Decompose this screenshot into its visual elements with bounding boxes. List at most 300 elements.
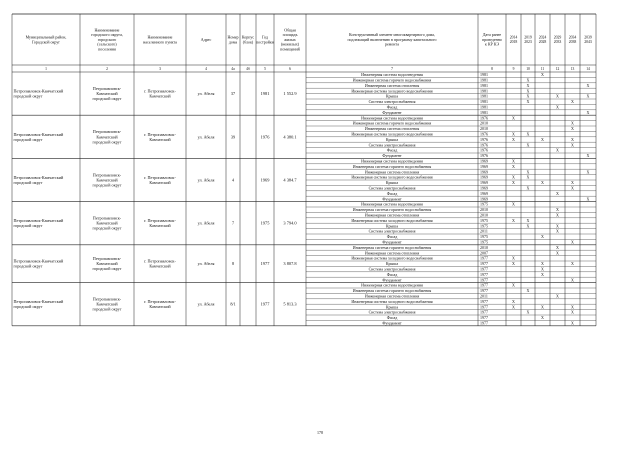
locality-name-line: г. Петропавловск- [144,88,176,94]
period-mark: X [556,244,559,250]
settlement-name-line: Камчатский [96,261,118,267]
house-number: 37 [230,91,236,97]
period-mark: X [556,207,559,213]
municipality-name-line: городской округ [13,179,43,185]
period-mark: X [541,136,544,142]
header-house-no-line: Номер [227,34,239,40]
period-mark: X [571,320,574,326]
element-name: Крыша [385,180,399,186]
header-corpus-line: (блок) [242,39,254,45]
period-mark: X [541,315,544,321]
header-area [280,27,301,51]
header-settlement-line: городского [97,36,117,42]
period-mark: X [541,271,544,277]
period-mark: X [512,298,515,304]
period-mark: X [571,277,574,283]
element-date: 1969 [480,163,488,169]
period-mark: X [556,212,559,218]
element-name: Крыша [385,136,399,142]
house-area: 4 380.1 [283,134,297,140]
element-date: 1976 [480,136,488,142]
house-number: 4 [231,177,235,183]
element-name: Инженерная система водоотведения [361,115,423,121]
municipality-name-line: Петропавловск-Камчатский [13,258,64,264]
locality-name-line: Камчатский [149,136,171,142]
element-date: 1981 [480,82,488,88]
period-mark: X [571,261,574,267]
municipality-name [14,89,65,99]
house-area: 4 384.7 [283,177,297,183]
period-mark: X [586,82,590,88]
locality-name [144,299,176,309]
element-name: Инженерная система холодного водоснабжения [351,131,433,137]
house-year: 1981 [260,91,270,97]
settlement-name-line: городской округ [92,182,122,188]
house-area: 3 807.8 [283,261,297,267]
house-address: ул. Абеля [197,220,215,226]
locality-name-line: Камчатский [149,304,171,310]
element-name: Система электроснабжения [368,309,416,315]
element-name: Система электроснабжения [368,99,416,105]
element-date: 1977 [480,320,488,326]
settlement-name [93,86,122,101]
period-mark: X [556,93,559,99]
header-period-line: 2019 [524,35,532,40]
element-name: Инженерная система горячего водоснабжения [352,77,432,83]
settlement-name-line: городской округ [92,225,122,231]
element-date: 2010 [480,120,488,126]
period-mark: X [526,88,530,94]
element-name: Фундамент [382,196,402,202]
period-mark: X [526,99,530,105]
element-date: 1977 [480,255,488,261]
period-mark: X [526,142,530,148]
house-year: 1977 [260,261,270,267]
period-mark: X [526,169,530,175]
column-number: 10 [526,66,530,71]
period-mark: X [526,174,530,180]
element-date: 2011 [480,228,488,234]
element-name: Крыша [385,304,399,310]
header-area-line: помещений [280,46,300,52]
locality-name [144,218,176,228]
period-mark: X [541,234,544,240]
header-period [554,36,562,45]
element-date: 2007 [480,250,488,256]
municipality-name [14,132,65,142]
element-name: Фасад [386,190,398,196]
header-settlement-line: Наименование [94,27,120,33]
element-name: Инженерная система отопления [364,82,420,88]
element-date: 1977 [480,309,488,315]
element-date: 1975 [480,239,488,245]
element-date: 1981 [480,99,488,105]
period-mark: X [512,131,515,137]
locality-name [144,89,176,99]
column-number: 13 [570,66,575,71]
header-element-line: подлежащий включению в программу капитального [347,36,437,42]
house-address: ул. Абеля [197,91,215,97]
period-mark: X [556,250,559,256]
municipality-name [14,218,65,228]
house-area: 3 794.0 [283,220,297,226]
header-corpus [242,35,255,45]
house-year: 1969 [260,177,270,183]
header-year-built-line: Год [262,34,268,40]
header-settlement-line: поселения [98,46,116,52]
column-number: 5 [264,66,266,71]
column-number: 14 [586,66,590,71]
header-area-line: площадь [282,32,298,38]
period-mark: X [571,142,574,148]
period-mark: X [556,293,559,299]
page-number: 178 [317,430,323,435]
header-element [348,32,437,47]
period-mark: X [541,304,544,310]
period-mark: X [526,309,530,315]
period-mark: X [526,131,530,137]
element-date: 1969 [480,185,488,191]
element-name: Фасад [386,315,398,321]
element-date: 1981 [480,72,488,78]
element-date: 1975 [480,223,488,229]
header-year-built [256,35,275,45]
header-earliest-line: к КР КЭ [484,41,500,47]
period-mark: X [512,174,515,180]
element-name: Инженерная система отопления [364,293,420,299]
header-earliest-line: проведенно [482,36,502,42]
settlement-name-line: городской округ [92,96,122,102]
element-date: 1981 [480,109,488,115]
element-name: Инженерная система отопления [364,169,420,175]
header-area-line: Общая [284,27,296,33]
column-number: 3 [159,66,161,71]
period-mark: X [512,261,515,267]
header-settlement-line: городского округа, [91,32,123,38]
municipality-name [14,175,65,185]
period-mark: X [556,104,559,110]
header-element-line: Конструктивный элемент многоквартирного дома, [349,32,435,38]
element-date: 1977 [480,271,488,277]
element-name: Инженерная система горячего водоснабжения [352,120,432,126]
element-date: 1981 [480,77,488,83]
header-settlement [91,27,123,51]
settlement-name-line: Петропавловск- [92,86,122,92]
header-element-line: ремонта [384,41,400,47]
element-date: 1977 [480,288,488,294]
period-mark: X [541,72,544,78]
element-date: 1977 [480,315,488,321]
header-period-line: 2034 [568,35,577,40]
period-mark: X [526,82,530,88]
period-mark: X [586,109,590,115]
house-year: 1975 [260,220,270,226]
element-name: Инженерная система холодного водоснабжения [351,298,433,304]
header-period-line: 2043 [584,40,592,45]
locality-name-line: Камчатский [149,223,171,229]
element-date: 1969 [480,158,488,164]
element-date: 1976 [480,147,488,153]
element-name: Фундамент [382,109,402,115]
element-date: 1975 [480,234,488,240]
header-house-no-line: дома [228,39,238,45]
settlement-name-line: Камчатский [96,177,118,183]
locality-name-line: Камчатский [149,263,171,269]
element-name: Инженерная система горячего водоснабжения [352,163,432,169]
period-mark: X [571,120,574,126]
municipality-name-line: Петропавловск-Камчатский [13,131,64,137]
header-period-line: 2028 [538,40,547,45]
period-mark: X [556,223,559,229]
element-name: Фундамент [382,277,402,283]
column-number: 8 [491,66,493,71]
house-address: ул. Абеля [197,261,215,267]
period-mark: X [512,304,515,310]
header-earliest [482,32,502,47]
municipality-name-line: городской округ [13,304,43,310]
period-mark: X [512,217,515,223]
municipality-name-line: городской округ [13,136,43,142]
settlement-name-line: Камчатский [96,91,118,97]
header-municipality-line: Муниципальный район, [25,34,67,40]
header-period [539,36,547,45]
house-year: 1976 [260,134,270,140]
element-date: 1969 [480,180,488,186]
element-name: Система электроснабжения [368,185,416,191]
element-date: 2010 [480,126,488,132]
period-mark: X [526,223,530,229]
settlement-name-line: Петропавловск- [92,172,122,178]
header-period-line: 2038 [568,40,577,45]
element-date: 1976 [480,115,488,121]
header-period-line: 2039 [584,35,592,40]
locality-name-line: г. Петропавловск- [144,218,176,224]
house-address: ул. Абеля [197,301,215,307]
locality-name-line: Камчатский [149,93,171,99]
header-locality [143,35,177,45]
house-number: 8 [231,261,235,267]
element-date: 2010 [480,207,488,213]
element-date: 1969 [480,190,488,196]
header-period [524,36,532,45]
header-address: Адрес [200,36,212,42]
header-area-line: жилых [284,36,296,42]
period-mark: X [571,99,574,105]
element-date: 1977 [480,298,488,304]
element-name: Инженерная система холодного водоснабжения [351,217,433,223]
header-period-line: 2024 [538,35,547,40]
column-number: 12 [555,66,560,71]
locality-name [144,175,176,185]
element-date: 1977 [480,277,488,283]
settlement-name-line: городской округ [92,306,122,312]
period-mark: X [571,136,574,142]
house-address: ул. Абеля [197,134,215,140]
column-number: 6 [289,66,291,71]
header-period-line: 2033 [553,40,562,45]
header-period-line: 2018 [509,40,518,45]
period-mark: X [512,158,515,164]
header-municipality-line: Городской округ [31,39,61,45]
settlement-name-line: Петропавловск- [92,215,122,221]
period-mark: X [571,185,574,191]
period-mark: X [512,282,515,288]
settlement-name-line: городской округ [92,139,122,145]
column-number: 4а [231,66,235,71]
column-number: 7 [391,66,393,71]
element-date: 2010 [480,244,488,250]
period-mark: X [571,180,574,186]
element-date: 2010 [480,212,488,218]
header-period [569,36,577,45]
element-name: Система электроснабжения [368,266,416,272]
element-date: 1981 [480,88,488,94]
period-mark: X [541,261,544,267]
element-name: Инженерная система холодного водоснабжения [351,255,433,261]
municipality-name [14,259,65,269]
header-municipality [26,35,67,45]
period-mark: X [512,255,515,261]
element-name: Инженерная система водоотведения [361,282,423,288]
element-name: Инженерная система горячего водоснабжения [352,288,432,294]
element-name: Инженерная система водоотведения [361,158,423,164]
element-date: 1981 [480,93,488,99]
settlement-name-line: Петропавловск- [92,129,122,135]
column-number: 11 [540,66,545,71]
municipality-name-line: Петропавловск-Камчатский [13,88,64,94]
house-year: 1977 [260,301,270,307]
period-mark: X [526,93,530,99]
period-mark: X [512,180,515,186]
element-name: Крыша [385,223,399,229]
header-period-line: 2014 [509,35,518,40]
element-date: 1975 [480,201,488,207]
period-mark: X [512,201,515,207]
header-house-no [227,35,238,45]
element-name: Инженерная система горячего водоснабжения [352,207,432,213]
locality-name [144,132,176,142]
column-number: 4б [246,66,250,71]
period-mark: X [526,77,530,83]
column-number: 4 [205,66,207,71]
settlement-name [93,172,122,187]
locality-name-line: г. Петропавловск- [144,258,176,264]
house-area: 1 552.9 [283,91,297,97]
header-locality-line: населенного пункта [143,39,177,45]
element-name: Инженерная система водоотведения [361,201,423,207]
element-name: Система электроснабжения [368,142,416,148]
municipality-name [14,299,65,309]
element-date: 1977 [480,266,488,272]
element-name: Фундамент [382,153,402,159]
element-name: Фундамент [382,239,402,245]
element-date: 1977 [480,304,488,310]
locality-name-line: г. Петропавловск- [144,299,176,305]
element-date: 1969 [480,174,488,180]
element-name: Инженерная система отопления [364,250,420,256]
period-mark: X [556,147,559,153]
header-period-line: 2029 [553,35,562,40]
element-date: 1976 [480,142,488,148]
period-mark: X [556,190,559,196]
element-name: Система электроснабжения [368,228,416,234]
element-date: 1977 [480,282,488,288]
settlement-name-line: Камчатский [96,220,118,226]
header-locality-line: Наименование [147,34,173,40]
period-mark: X [586,153,590,159]
settlement-name-line: Петропавловск- [92,256,122,262]
locality-name-line: Камчатский [149,179,171,185]
municipality-name-line: городской округ [13,93,43,99]
element-name: Инженерная система отопления [364,126,420,132]
settlement-name-line: Камчатский [96,134,118,140]
period-mark: X [571,239,574,245]
period-mark: X [526,185,530,191]
element-date: 1969 [480,169,488,175]
period-mark: X [586,169,590,175]
header-period-line: 2023 [524,40,532,45]
period-mark: X [571,126,574,132]
settlement-name [93,216,122,231]
period-mark: X [541,180,544,186]
municipality-name-line: Петропавловск-Камчатский [13,218,64,224]
period-mark: X [571,309,574,315]
settlement-name-line: Камчатский [96,301,118,307]
element-date: 1976 [480,131,488,137]
element-name: Фасад [386,147,398,153]
house-number: 7 [231,220,235,226]
house-address: ул. Абеля [197,177,215,183]
period-mark: X [571,304,574,310]
period-mark: X [586,196,590,202]
element-name: Крыша [385,261,399,267]
element-name: Инженерная система холодного водоснабжения [351,88,433,94]
period-mark: X [586,93,590,99]
period-mark: X [556,228,559,234]
element-name: Инженерная система горячего водоснабжения [352,244,432,250]
municipality-name-line: городской округ [13,263,43,269]
locality-name [144,259,176,269]
settlement-name-line: городской округ [92,266,122,272]
header-settlement-line: (сельского) [97,41,117,47]
period-mark: X [512,115,515,121]
house-area: 5 813.3 [283,301,297,307]
element-name: Инженерная система отопления [364,212,420,218]
locality-name-line: г. Петропавловск- [144,174,176,180]
header-earliest-line: Дата ранее [482,32,502,38]
element-name: Фасад [386,104,398,110]
element-date: 1969 [480,196,488,202]
period-mark: X [541,266,544,272]
settlement-name-line: Петропавловск- [92,296,122,302]
header-year-built-line: постройки [255,39,275,45]
element-name: Фундамент [382,320,402,326]
period-mark: X [512,136,515,142]
period-mark: X [526,288,530,294]
element-name: Крыша [385,93,399,99]
locality-name-line: г. Петропавловск- [144,131,176,137]
settlement-name [93,129,122,144]
column-number: 2 [106,66,108,71]
header-corpus-line: Корпус [241,34,255,40]
settlement-name [93,297,122,312]
element-date: 1976 [480,153,488,159]
column-number: 9 [512,66,515,71]
element-date: 1977 [480,261,488,267]
element-date: 1981 [480,104,488,110]
element-date: 2011 [480,293,488,299]
period-mark: X [512,163,515,169]
